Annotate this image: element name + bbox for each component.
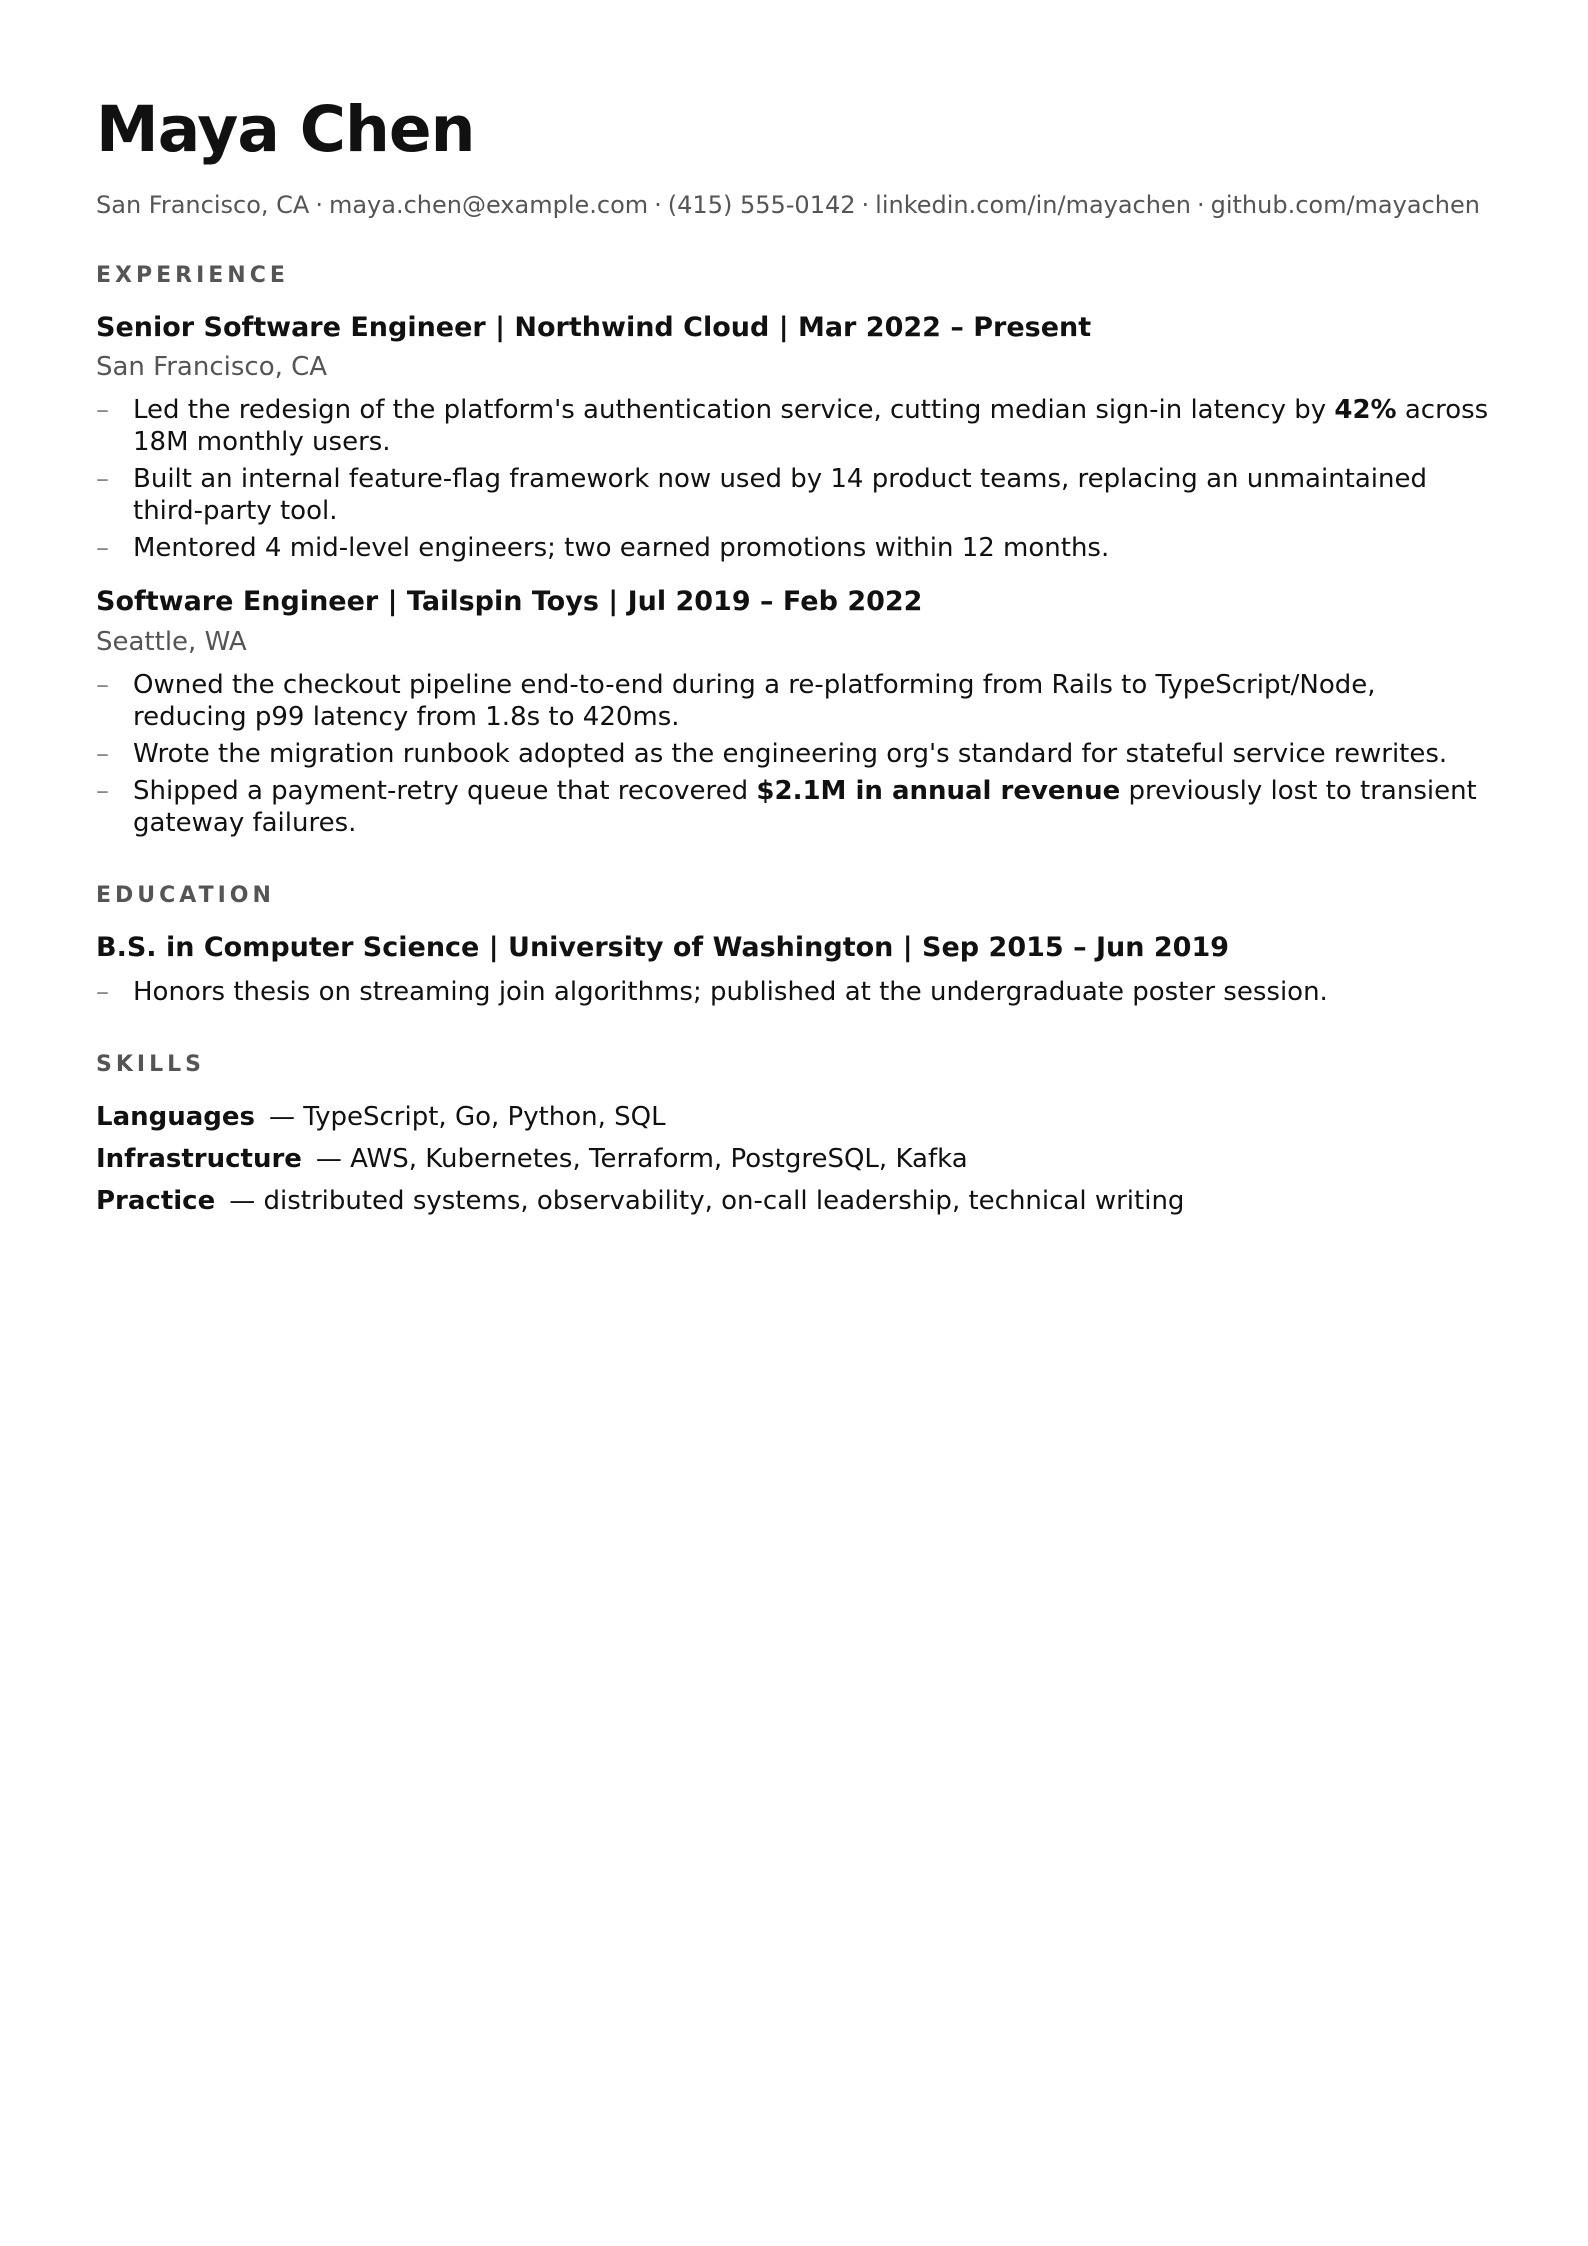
job-entry [96, 586, 1492, 838]
job-entry [96, 312, 1492, 564]
bullet-item [96, 463, 1492, 527]
contact-linkedin: linkedin.com/in/mayachen [875, 191, 1191, 219]
skill-row [96, 1101, 1492, 1133]
bullet-text: Owned the checkout pipeline end-to-end during a re-platforming from Rails to TypeScript/Node, reducing p99 latency from 1.8s to 420ms. [133, 669, 1376, 732]
bullet-text: Built an internal feature-flag framework now used by 14 product teams, replacing an unmaintained third-party tool. [133, 464, 1427, 527]
contact-location: San Francisco, CA [96, 191, 310, 219]
bullet-dash: – [96, 533, 109, 564]
bullet-text: Mentored 4 mid-level engineers; two earned promotions within 12 months. [133, 533, 1110, 564]
skill-text: — TypeScript, Go, Python, SQL [269, 1102, 666, 1133]
bullet-dash: – [96, 395, 109, 426]
skill-row [96, 1143, 1492, 1175]
bullet-dash: – [96, 464, 109, 495]
skill-text: — distributed systems, observability, on-call leadership, technical writing [229, 1186, 1185, 1217]
bullet-text: Shipped a payment-retry queue that recovered [133, 775, 757, 806]
bullet-text: Wrote the migration runbook adopted as the engineering org's standard for stateful service rewrites. [133, 738, 1448, 769]
bullet-highlight: 42% [1334, 395, 1397, 426]
skill-label: Languages [96, 1102, 256, 1133]
bullet-dash: – [96, 738, 109, 769]
bullet-item [96, 775, 1492, 839]
job-bullets [96, 394, 1492, 564]
bullet-text: previously lost to transient gateway failures. [133, 775, 1477, 838]
job-heading: Senior Software Engineer | Northwind Cloud | Mar 2022 – Present [96, 312, 1092, 343]
contact-github: github.com/mayachen [1210, 191, 1480, 219]
bullet-highlight: $2.1M in annual revenue [756, 775, 1121, 806]
contact-separator: · [654, 191, 662, 219]
job-location: Seattle, WA [96, 626, 247, 657]
contact-separator: · [315, 191, 323, 219]
skill-text: — AWS, Kubernetes, Terraform, PostgreSQL, Kafka [315, 1144, 968, 1175]
education-bullets [96, 976, 1492, 1008]
job-bullets [96, 669, 1492, 839]
bullet-text: Led the redesign of the platform's authentication service, cutting median sign-in latency by [133, 395, 1335, 426]
skills-section-title: SKILLS [96, 1052, 205, 1078]
job-heading: Software Engineer | Tailspin Toys | Jul 2019 – Feb 2022 [96, 586, 923, 618]
education-heading: B.S. in Computer Science | University of Washington | Sep 2015 – Jun 2019 [96, 931, 1230, 963]
education-entry [96, 932, 1492, 1008]
skill-row [96, 1185, 1492, 1217]
skill-label: Practice [96, 1186, 216, 1217]
education-section-title: EDUCATION [96, 882, 275, 908]
skills-list [96, 1101, 1492, 1217]
candidate-name: Maya Chen [96, 93, 475, 166]
experience-section-title: EXPERIENCE [96, 263, 289, 288]
bullet-item [96, 669, 1492, 733]
bullet-dash: – [96, 775, 109, 806]
contact-separator: · [1196, 191, 1205, 219]
skill-label: Infrastructure [96, 1144, 302, 1175]
job-location: San Francisco, CA [96, 352, 328, 383]
bullet-item [96, 532, 1492, 564]
bullet-dash: – [96, 669, 109, 700]
bullet-item [96, 738, 1492, 770]
contact-email: maya.chen@example.com [328, 191, 649, 219]
contact-separator: · [861, 191, 870, 219]
contact-line [96, 191, 1492, 219]
bullet-text: Honors thesis on streaming join algorithms; published at the undergraduate poster session. [133, 977, 1328, 1008]
contact-phone: (415) 555-0142 [667, 191, 856, 219]
bullet-text: across 18M monthly users. [133, 395, 1489, 458]
bullet-item [96, 394, 1492, 458]
bullet-item [96, 976, 1492, 1008]
bullet-dash: – [96, 977, 109, 1008]
